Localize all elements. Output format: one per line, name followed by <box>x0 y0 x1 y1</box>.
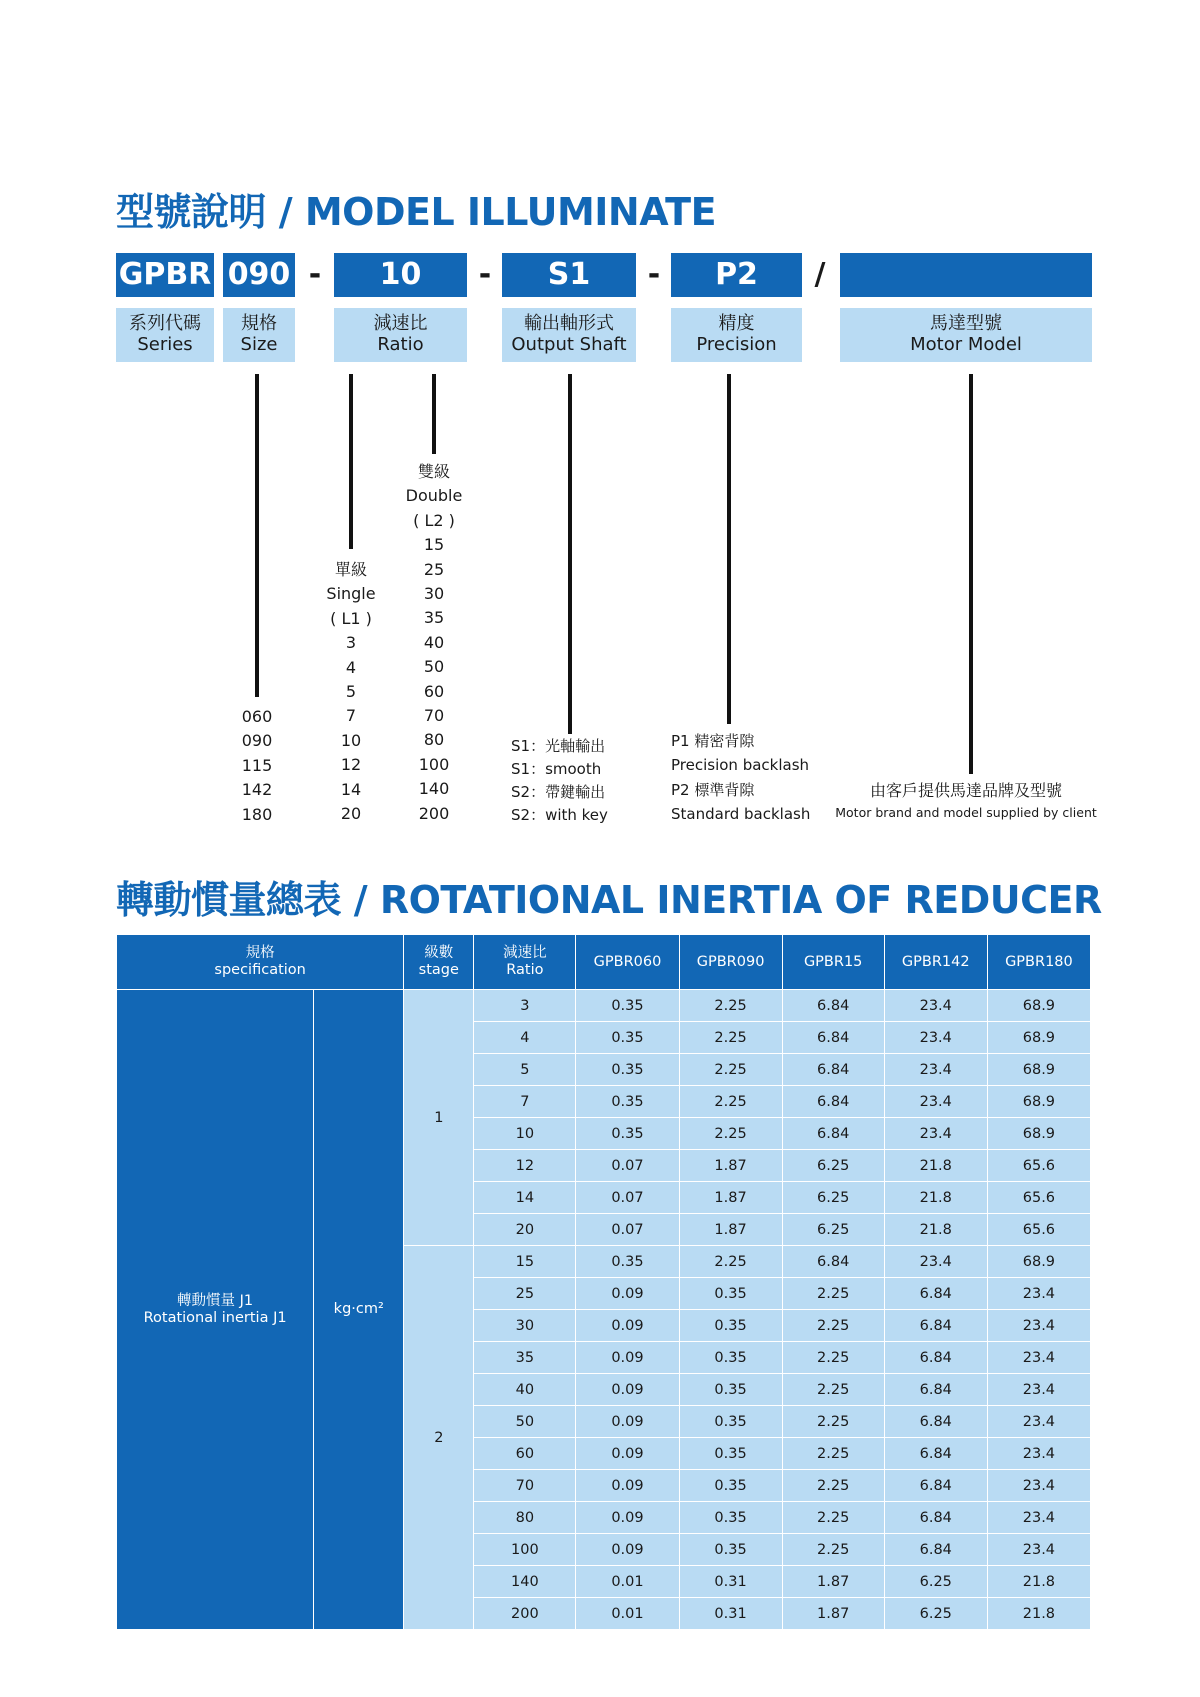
inertia-value-cell: 6.84 <box>884 1342 987 1374</box>
model-heading: 型號說明 / MODEL ILLUMINATE <box>116 190 717 234</box>
inertia-value-cell: 6.25 <box>782 1150 884 1182</box>
code-dash: - <box>308 257 322 292</box>
inertia-value-cell: 65.6 <box>987 1150 1090 1182</box>
ratio-cell: 5 <box>474 1054 576 1086</box>
double-ratio: 15 <box>423 535 445 555</box>
double-ratio: 80 <box>423 730 445 750</box>
inertia-value-cell: 2.25 <box>782 1502 884 1534</box>
inertia-value-cell: 2.25 <box>679 1054 782 1086</box>
label-precision <box>671 308 802 362</box>
inertia-value-cell: 6.84 <box>782 1118 884 1150</box>
inertia-value-cell: 68.9 <box>987 1246 1090 1278</box>
header-stage-zh: 級數 <box>424 945 454 961</box>
single-ratio: 14 <box>340 779 362 799</box>
label-size <box>223 308 295 362</box>
inertia-value-cell: 2.25 <box>679 1086 782 1118</box>
inertia-value-cell: 1.87 <box>782 1598 884 1630</box>
stage-cell: 2 <box>404 1246 474 1630</box>
precision-option: P2 標準背隙 <box>671 780 755 799</box>
ratio-cell: 14 <box>474 1182 576 1214</box>
inertia-value-cell: 0.09 <box>576 1502 679 1534</box>
inertia-value-cell: 1.87 <box>679 1150 782 1182</box>
inertia-value-cell: 6.25 <box>782 1214 884 1246</box>
inertia-value-cell: 68.9 <box>987 1022 1090 1054</box>
inertia-value-cell: 23.4 <box>987 1502 1090 1534</box>
ratio-cell: 80 <box>474 1502 576 1534</box>
inertia-value-cell: 23.4 <box>884 990 987 1022</box>
inertia-value-cell: 0.07 <box>576 1182 679 1214</box>
double-ratio: 30 <box>423 584 445 604</box>
size-item: 060 <box>241 707 273 726</box>
single-ratio: 5 <box>345 682 357 702</box>
inertia-value-cell: 0.35 <box>679 1374 782 1406</box>
header-ratio <box>474 935 576 990</box>
inertia-value-cell: 6.84 <box>884 1470 987 1502</box>
label-size-zh: 規格 <box>241 313 277 334</box>
motor-note-zh: 由客戶提供馬達品牌及型號 <box>869 781 1062 800</box>
label-ratio-zh: 減速比 <box>373 313 428 334</box>
label-precision-zh: 精度 <box>718 313 755 334</box>
code-dash: - <box>478 257 492 292</box>
precision-options <box>671 729 810 826</box>
inertia-value-cell: 0.35 <box>576 990 679 1022</box>
header-model: GPBR090 <box>679 935 782 990</box>
label-motor <box>840 308 1092 362</box>
size-list <box>225 705 289 827</box>
inertia-value-cell: 0.07 <box>576 1214 679 1246</box>
label-ratio-en: Ratio <box>377 334 424 355</box>
motor-note-en: Motor brand and model supplied by client <box>835 805 1097 820</box>
inertia-value-cell: 6.84 <box>884 1438 987 1470</box>
inertia-value-cell: 21.8 <box>884 1182 987 1214</box>
inertia-value-cell: 2.25 <box>782 1534 884 1566</box>
inertia-value-cell: 0.09 <box>576 1310 679 1342</box>
shaft-option: S2：with key <box>511 806 608 824</box>
shaft-connector-line <box>568 374 572 734</box>
label-size-en: Size <box>240 334 278 355</box>
inertia-value-cell: 0.07 <box>576 1150 679 1182</box>
ratio-cell: 10 <box>474 1118 576 1150</box>
inertia-value-cell: 2.25 <box>782 1310 884 1342</box>
double-ratio: 100 <box>418 754 450 774</box>
inertia-value-cell: 0.09 <box>576 1470 679 1502</box>
label-precision-en: Precision <box>696 334 777 355</box>
code-motor <box>840 253 1092 297</box>
ratio-cell: 140 <box>474 1566 576 1598</box>
code-shaft: S1 <box>502 253 636 297</box>
code-slash: / <box>814 257 826 292</box>
double-ratio: 50 <box>423 657 445 677</box>
code-ratio: 10 <box>334 253 467 297</box>
inertia-value-cell: 6.84 <box>782 1022 884 1054</box>
inertia-value-cell: 23.4 <box>884 1022 987 1054</box>
header-stage <box>404 935 474 990</box>
double-en: Double <box>405 486 463 506</box>
precision-option: P1 精密背隙 <box>671 732 755 750</box>
ratio-cell: 7 <box>474 1086 576 1118</box>
inertia-value-cell: 68.9 <box>987 1086 1090 1118</box>
inertia-value-cell: 0.35 <box>679 1534 782 1566</box>
inertia-value-cell: 6.84 <box>884 1406 987 1438</box>
inertia-value-cell: 0.35 <box>576 1022 679 1054</box>
header-ratio-en: Ratio <box>506 962 544 978</box>
inertia-value-cell: 0.31 <box>679 1598 782 1630</box>
inertia-value-cell: 23.4 <box>987 1438 1090 1470</box>
inertia-value-cell: 2.25 <box>782 1470 884 1502</box>
ratio-cell: 70 <box>474 1470 576 1502</box>
inertia-value-cell: 6.25 <box>884 1566 987 1598</box>
ratio-cell: 3 <box>474 990 576 1022</box>
unit-cell: kg·cm² <box>314 990 404 1630</box>
label-motor-en: Motor Model <box>910 334 1022 355</box>
inertia-value-cell: 6.84 <box>884 1278 987 1310</box>
header-spec <box>117 935 404 990</box>
inertia-value-cell: 0.35 <box>576 1246 679 1278</box>
header-spec-en: specification <box>214 962 306 978</box>
row-label <box>117 990 314 1630</box>
header-model: GPBR060 <box>576 935 679 990</box>
inertia-value-cell: 6.25 <box>782 1182 884 1214</box>
inertia-value-cell: 23.4 <box>987 1278 1090 1310</box>
double-connector-line <box>432 374 436 454</box>
inertia-value-cell: 6.84 <box>782 990 884 1022</box>
shaft-option: S1：光軸輸出 <box>511 737 606 755</box>
double-ratio: 70 <box>423 706 445 726</box>
inertia-value-cell: 2.25 <box>679 1246 782 1278</box>
label-shaft-en: Output Shaft <box>511 334 627 355</box>
inertia-value-cell: 0.35 <box>679 1470 782 1502</box>
inertia-value-cell: 6.84 <box>782 1086 884 1118</box>
row-label-en: Rotational inertia J1 <box>143 1309 287 1326</box>
inertia-value-cell: 23.4 <box>884 1246 987 1278</box>
inertia-value-cell: 23.4 <box>987 1374 1090 1406</box>
inertia-value-cell: 21.8 <box>987 1566 1090 1598</box>
inertia-value-cell: 0.35 <box>576 1086 679 1118</box>
header-stage-en: stage <box>418 962 459 978</box>
ratio-cell: 20 <box>474 1214 576 1246</box>
inertia-value-cell: 68.9 <box>987 1054 1090 1086</box>
inertia-heading: 轉動慣量總表 / ROTATIONAL INERTIA OF REDUCER <box>116 878 1102 922</box>
label-motor-zh: 馬達型號 <box>930 313 1002 334</box>
inertia-value-cell: 6.84 <box>884 1534 987 1566</box>
precision-connector-line <box>727 374 731 724</box>
inertia-value-cell: 0.01 <box>576 1566 679 1598</box>
inertia-value-cell: 6.84 <box>884 1502 987 1534</box>
inertia-value-cell: 2.25 <box>679 1022 782 1054</box>
label-series-zh: 系列代碼 <box>129 313 201 334</box>
inertia-value-cell: 0.31 <box>679 1566 782 1598</box>
header-model: GPBR180 <box>987 935 1090 990</box>
label-shaft <box>502 308 636 362</box>
inertia-value-cell: 0.09 <box>576 1534 679 1566</box>
double-ratio: 60 <box>423 681 445 701</box>
ratio-cell: 100 <box>474 1534 576 1566</box>
inertia-value-cell: 2.25 <box>679 1118 782 1150</box>
inertia-value-cell: 23.4 <box>987 1310 1090 1342</box>
single-ratio: 12 <box>340 755 362 775</box>
single-en: Single <box>326 584 376 604</box>
inertia-value-cell: 2.25 <box>782 1406 884 1438</box>
inertia-value-cell: 0.35 <box>576 1118 679 1150</box>
inertia-value-cell: 6.25 <box>884 1598 987 1630</box>
inertia-value-cell: 1.87 <box>782 1566 884 1598</box>
inertia-value-cell: 23.4 <box>987 1406 1090 1438</box>
inertia-value-cell: 0.09 <box>576 1406 679 1438</box>
inertia-value-cell: 21.8 <box>987 1598 1090 1630</box>
inertia-value-cell: 21.8 <box>884 1214 987 1246</box>
ratio-cell: 35 <box>474 1342 576 1374</box>
double-code: ( L2 ) <box>413 510 455 530</box>
shaft-option: S1：smooth <box>511 760 602 778</box>
inertia-value-cell: 65.6 <box>987 1182 1090 1214</box>
header-spec-zh: 規格 <box>245 945 275 961</box>
ratio-cell: 25 <box>474 1278 576 1310</box>
inertia-value-cell: 0.35 <box>679 1502 782 1534</box>
double-ratio: 140 <box>418 779 450 799</box>
shaft-option: S2：帶鍵輸出 <box>511 783 606 801</box>
label-ratio <box>334 308 467 362</box>
ratio-cell: 60 <box>474 1438 576 1470</box>
ratio-cell: 4 <box>474 1022 576 1054</box>
single-ratio: 7 <box>345 706 357 726</box>
inertia-value-cell: 6.84 <box>782 1054 884 1086</box>
inertia-value-cell: 0.09 <box>576 1278 679 1310</box>
inertia-value-cell: 0.35 <box>576 1054 679 1086</box>
single-stage-list <box>311 558 391 826</box>
double-ratio: 25 <box>423 559 445 579</box>
inertia-value-cell: 65.6 <box>987 1214 1090 1246</box>
single-connector-line <box>349 374 353 549</box>
inertia-value-cell: 0.35 <box>679 1406 782 1438</box>
motor-connector-line <box>969 374 973 774</box>
size-connector-line <box>255 374 259 697</box>
single-ratio: 3 <box>345 633 357 653</box>
inertia-table <box>116 934 1091 1630</box>
header-ratio-zh: 減速比 <box>503 945 547 961</box>
ratio-cell: 200 <box>474 1598 576 1630</box>
ratio-cell: 40 <box>474 1374 576 1406</box>
double-ratio: 35 <box>423 608 445 628</box>
double-zh: 雙級 <box>417 462 450 481</box>
inertia-value-cell: 23.4 <box>884 1118 987 1150</box>
inertia-value-cell: 23.4 <box>987 1470 1090 1502</box>
ratio-cell: 50 <box>474 1406 576 1438</box>
label-series <box>116 308 214 362</box>
inertia-value-cell: 23.4 <box>884 1086 987 1118</box>
inertia-value-cell: 0.35 <box>679 1278 782 1310</box>
inertia-value-cell: 23.4 <box>884 1054 987 1086</box>
stage-cell: 1 <box>404 990 474 1246</box>
double-stage-list <box>394 460 474 826</box>
inertia-value-cell: 6.84 <box>782 1246 884 1278</box>
motor-note <box>830 780 1102 824</box>
row-label-zh: 轉動慣量 J1 <box>177 1292 254 1309</box>
single-ratio: 4 <box>345 657 357 677</box>
inertia-value-cell: 23.4 <box>987 1534 1090 1566</box>
inertia-value-cell: 1.87 <box>679 1182 782 1214</box>
inertia-value-cell: 1.87 <box>679 1214 782 1246</box>
single-ratio: 10 <box>340 730 362 750</box>
ratio-cell: 12 <box>474 1150 576 1182</box>
header-model: GPBR142 <box>884 935 987 990</box>
inertia-value-cell: 0.09 <box>576 1374 679 1406</box>
shaft-options <box>511 735 608 827</box>
double-ratio: 200 <box>418 803 450 823</box>
inertia-value-cell: 0.01 <box>576 1598 679 1630</box>
inertia-value-cell: 68.9 <box>987 990 1090 1022</box>
size-item: 090 <box>241 731 273 751</box>
inertia-value-cell: 6.84 <box>884 1374 987 1406</box>
table-header-row <box>117 935 1091 990</box>
size-item: 142 <box>241 780 273 800</box>
size-item: 115 <box>241 755 273 775</box>
code-series: GPBR <box>116 253 214 297</box>
inertia-value-cell: 0.35 <box>679 1342 782 1374</box>
single-code: ( L1 ) <box>330 608 372 628</box>
label-shaft-zh: 輸出軸形式 <box>524 313 614 334</box>
single-ratio: 20 <box>340 804 362 824</box>
inertia-value-cell: 68.9 <box>987 1118 1090 1150</box>
inertia-value-cell: 2.25 <box>782 1342 884 1374</box>
code-precision: P2 <box>671 253 802 297</box>
inertia-value-cell: 0.09 <box>576 1342 679 1374</box>
code-size: 090 <box>223 253 295 297</box>
double-ratio: 40 <box>423 632 445 652</box>
precision-option: Standard backlash <box>671 804 811 823</box>
ratio-cell: 30 <box>474 1310 576 1342</box>
single-zh: 單級 <box>334 560 367 579</box>
inertia-value-cell: 2.25 <box>782 1374 884 1406</box>
table-row <box>117 990 1091 1022</box>
ratio-cell: 15 <box>474 1246 576 1278</box>
inertia-value-cell: 6.84 <box>884 1310 987 1342</box>
inertia-value-cell: 2.25 <box>782 1278 884 1310</box>
inertia-value-cell: 0.09 <box>576 1438 679 1470</box>
header-model: GPBR15 <box>782 935 884 990</box>
inertia-value-cell: 0.35 <box>679 1310 782 1342</box>
code-dash: - <box>647 257 661 292</box>
inertia-value-cell: 21.8 <box>884 1150 987 1182</box>
size-item: 180 <box>241 804 273 824</box>
label-series-en: Series <box>137 334 193 355</box>
precision-option: Precision backlash <box>671 756 810 775</box>
inertia-value-cell: 2.25 <box>679 990 782 1022</box>
inertia-value-cell: 2.25 <box>782 1438 884 1470</box>
inertia-value-cell: 23.4 <box>987 1342 1090 1374</box>
inertia-value-cell: 0.35 <box>679 1438 782 1470</box>
